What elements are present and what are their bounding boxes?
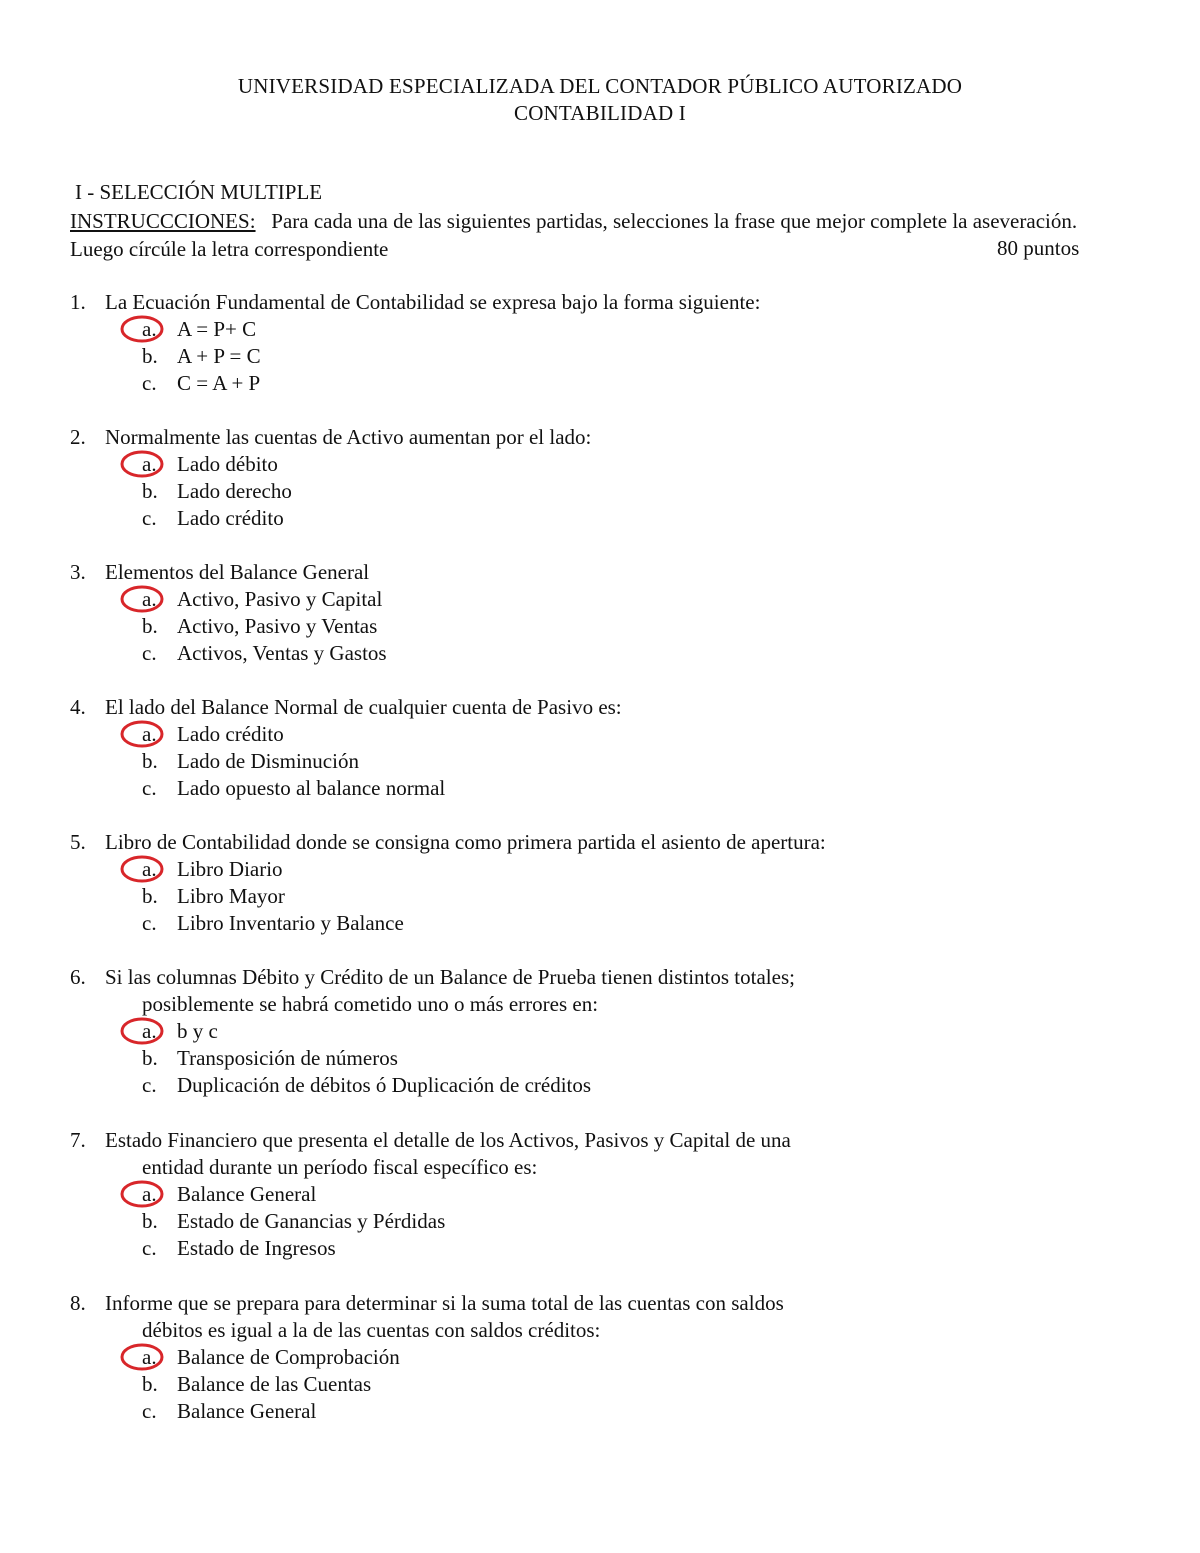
question-number: 1. <box>70 290 86 314</box>
question-number: 5. <box>70 830 86 854</box>
course-title: CONTABILIDAD I <box>513 101 686 125</box>
option-text: Balance de Comprobación <box>177 1345 400 1369</box>
question-number: 7. <box>70 1128 86 1152</box>
option-letter: b. <box>142 749 158 773</box>
option-text: Estado de Ganancias y Pérdidas <box>177 1209 446 1233</box>
option-letter: b. <box>142 479 158 503</box>
option-text: A = P+ C <box>177 317 257 341</box>
option-text: Lado débito <box>177 452 278 476</box>
option-text: Lado derecho <box>177 479 292 503</box>
option-letter: a. <box>142 857 157 881</box>
option-letter: a. <box>142 587 157 611</box>
question-number: 6. <box>70 965 86 989</box>
question-number: 8. <box>70 1291 86 1315</box>
question-number: 2. <box>70 425 86 449</box>
option-letter: c. <box>142 776 157 800</box>
question-text: Estado Financiero que presenta el detalle de los Activos, Pasivos y Capital de una <box>105 1128 791 1152</box>
instructions-text: Para cada una de las siguientes partidas, selecciones la frase que mejor complete la aseveración. Luego círcúle la letra correspondiente <box>70 209 1078 261</box>
question-text: Normalmente las cuentas de Activo aumentan por el lado: <box>105 425 592 449</box>
option-text: b y c <box>177 1019 218 1043</box>
option-letter: b. <box>142 1372 158 1396</box>
option-letter: a. <box>142 452 157 476</box>
option-text: Lado crédito <box>177 722 284 746</box>
question-text: Elementos del Balance General <box>105 560 370 584</box>
question-text-continued: débitos es igual a la de las cuentas con saldos créditos: <box>142 1318 601 1342</box>
option-letter: a. <box>142 1345 157 1369</box>
question-text: Si las columnas Débito y Crédito de un Balance de Prueba tienen distintos totales; <box>105 965 795 989</box>
option-text: Estado de Ingresos <box>177 1236 336 1260</box>
option-text: Libro Inventario y Balance <box>177 911 404 935</box>
question-text: Libro de Contabilidad donde se consigna como primera partida el asiento de apertura: <box>105 830 826 854</box>
section-title: I - SELECCIÓN MULTIPLE <box>75 180 323 204</box>
instructions-label: INSTRUCCCIONES: <box>70 209 256 233</box>
option-text: Libro Diario <box>177 857 283 881</box>
option-text: Balance de las Cuentas <box>177 1372 372 1396</box>
points-value: 80 puntos <box>997 236 1080 260</box>
question-text: Informe que se prepara para determinar si la suma total de las cuentas con saldos <box>105 1291 784 1315</box>
option-letter: c. <box>142 641 157 665</box>
option-letter: a. <box>142 317 157 341</box>
option-letter: c. <box>142 1399 157 1423</box>
option-text: Activos, Ventas y Gastos <box>177 641 387 665</box>
option-text: Balance General <box>177 1182 317 1206</box>
question-text-continued: posiblemente se habrá cometido uno o más errores en: <box>142 992 599 1016</box>
university-title: UNIVERSIDAD ESPECIALIZADA DEL CONTADOR PÚBLICO AUTORIZADO <box>237 74 963 98</box>
option-text: Lado opuesto al balance normal <box>177 776 446 800</box>
option-text: Transposición de números <box>177 1046 398 1070</box>
question-number: 4. <box>70 695 86 719</box>
option-text: Duplicación de débitos ó Duplicación de créditos <box>177 1073 592 1097</box>
option-letter: b. <box>142 884 158 908</box>
option-text: Activo, Pasivo y Ventas <box>177 614 378 638</box>
option-letter: b. <box>142 614 158 638</box>
option-letter: c. <box>142 1236 157 1260</box>
option-letter: a. <box>142 1182 157 1206</box>
option-letter: c. <box>142 911 157 935</box>
option-letter: a. <box>142 722 157 746</box>
question-text: El lado del Balance Normal de cualquier cuenta de Pasivo es: <box>105 695 622 719</box>
option-text: C = A + P <box>177 371 261 395</box>
option-letter: c. <box>142 371 157 395</box>
option-text: A + P = C <box>177 344 261 368</box>
question-text-continued: entidad durante un período fiscal específico es: <box>142 1155 538 1179</box>
option-text: Lado crédito <box>177 506 284 530</box>
option-letter: a. <box>142 1019 157 1043</box>
option-text: Lado de Disminución <box>177 749 359 773</box>
instructions <box>70 207 1100 263</box>
option-letter: c. <box>142 1073 157 1097</box>
option-letter: b. <box>142 344 158 368</box>
option-letter: b. <box>142 1046 158 1070</box>
option-text: Balance General <box>177 1399 317 1423</box>
option-text: Libro Mayor <box>177 884 285 908</box>
option-text: Activo, Pasivo y Capital <box>177 587 383 611</box>
question-number: 3. <box>70 560 86 584</box>
option-letter: b. <box>142 1209 158 1233</box>
question-text: La Ecuación Fundamental de Contabilidad se expresa bajo la forma siguiente: <box>105 290 761 314</box>
option-letter: c. <box>142 506 157 530</box>
